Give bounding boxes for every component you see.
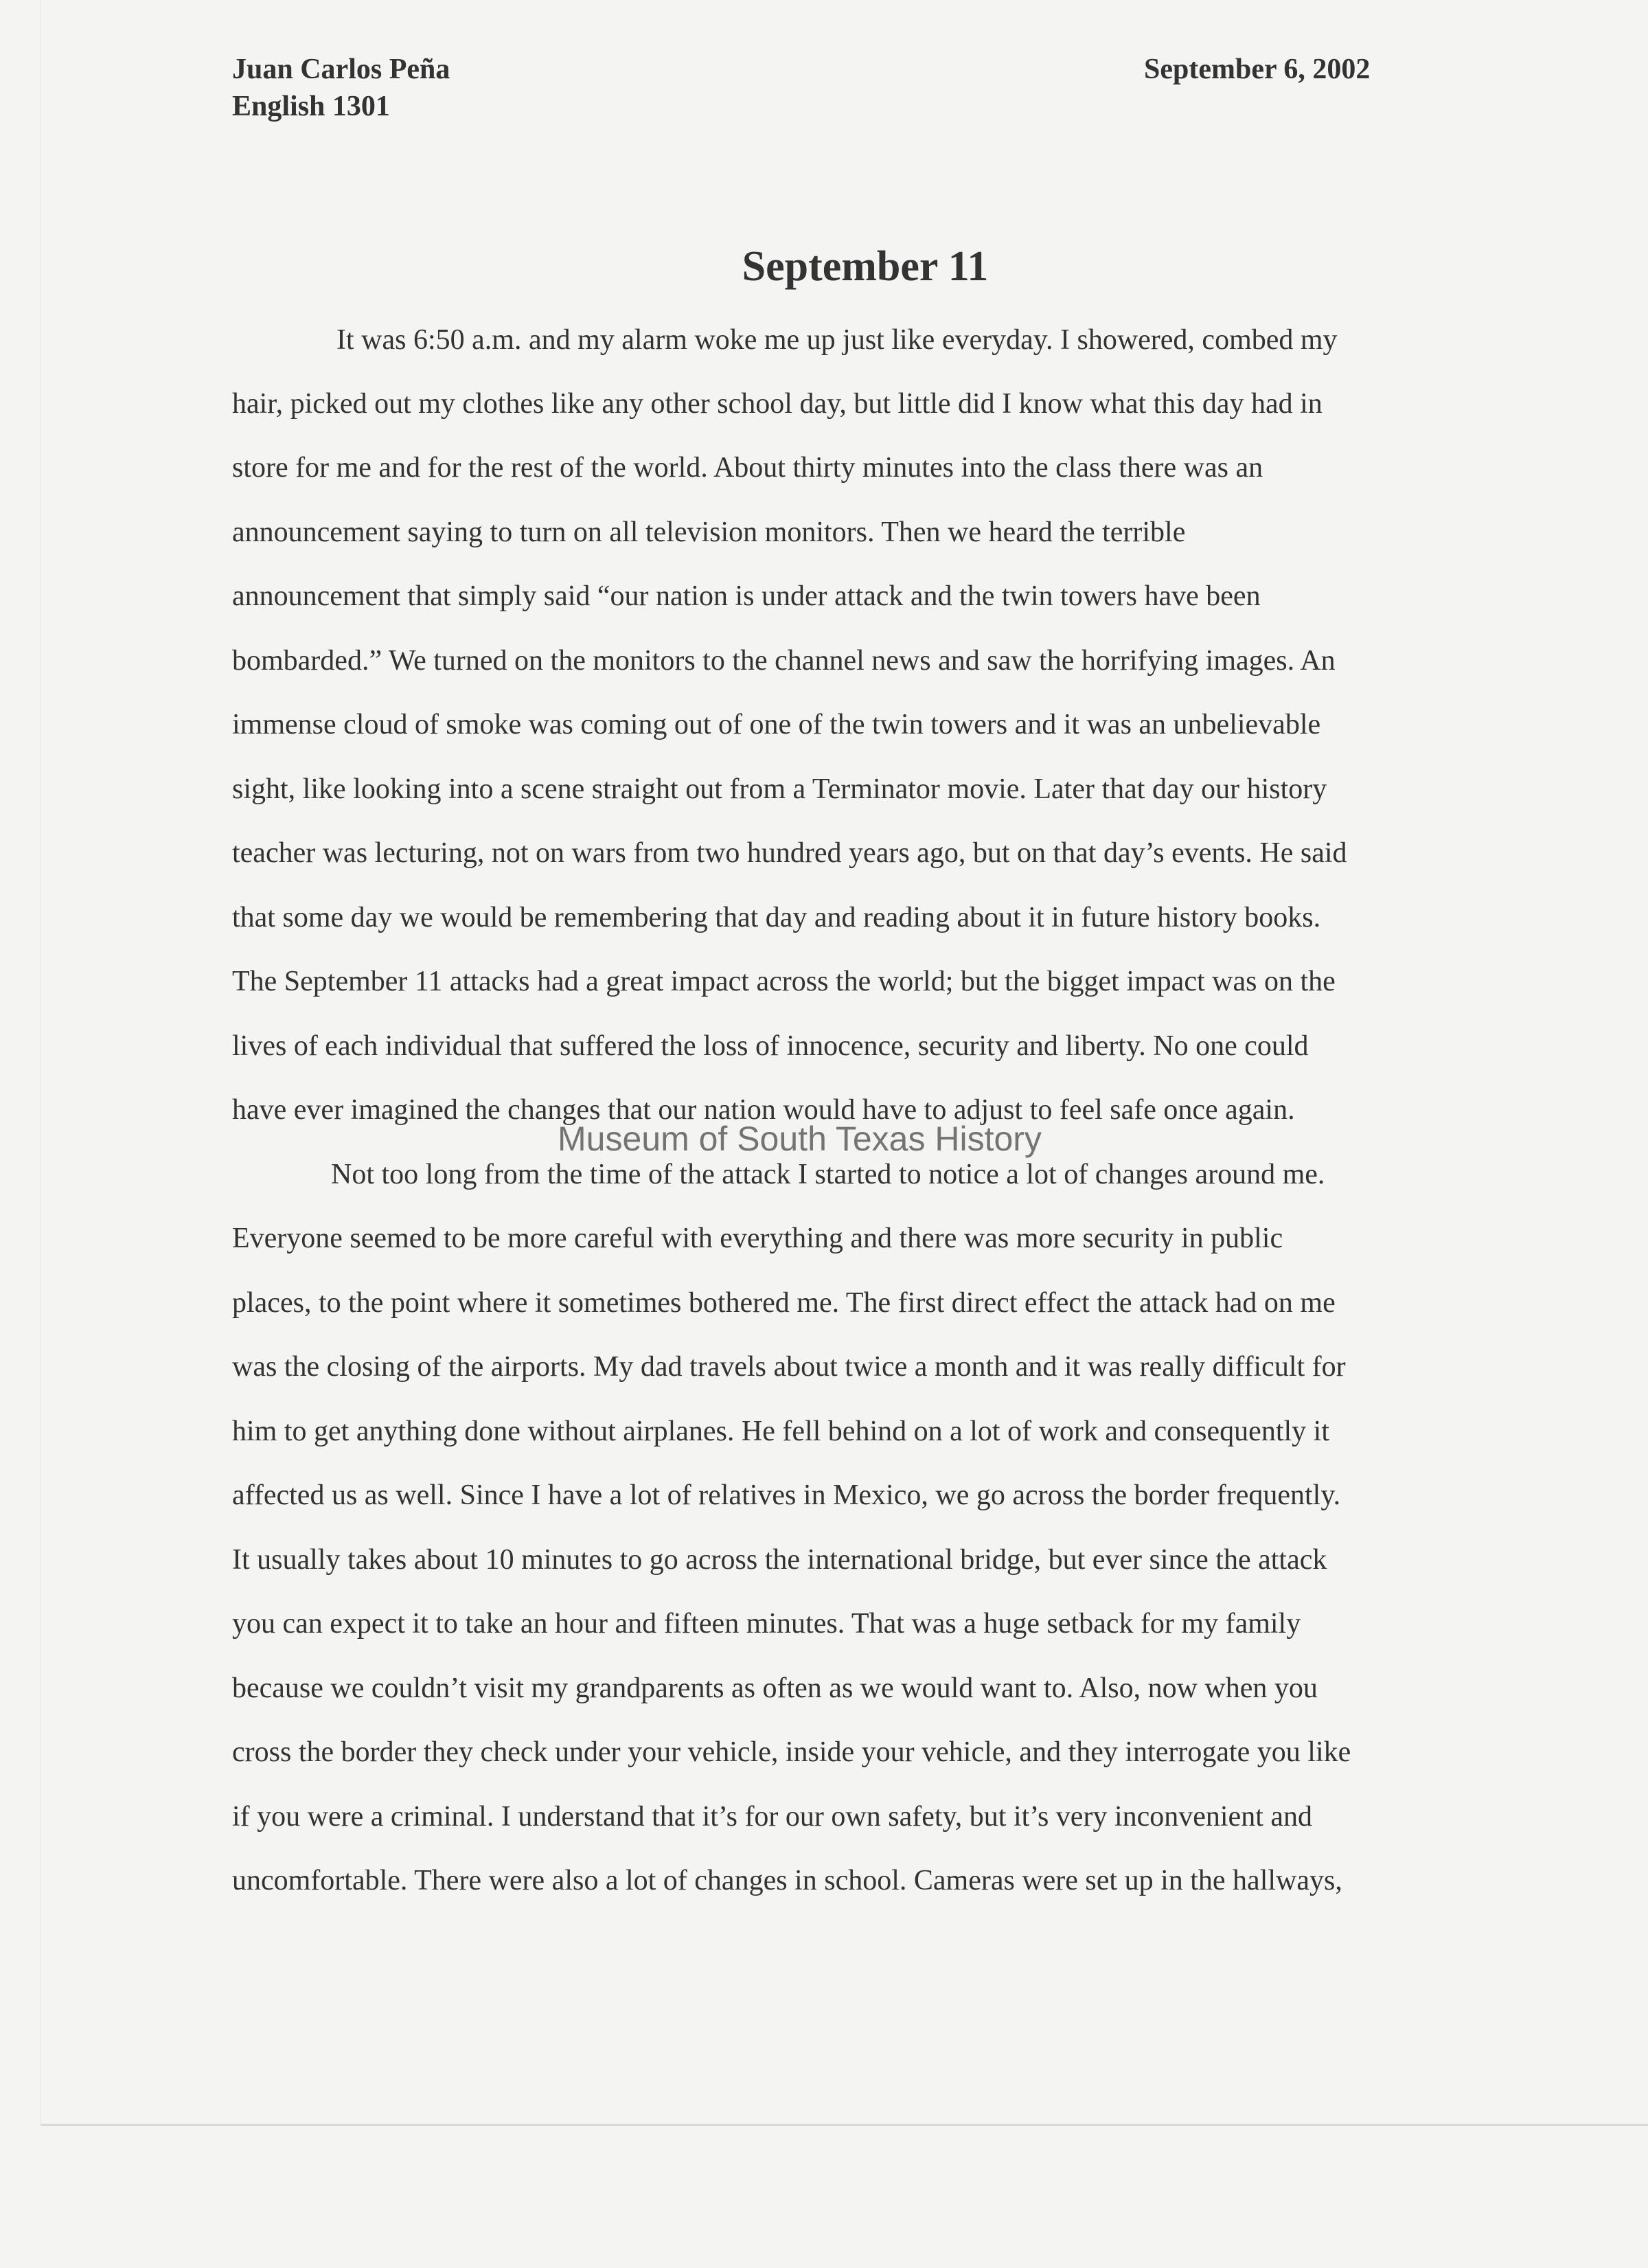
- author-name: Juan Carlos Peña: [232, 54, 450, 85]
- course-name: English 1301: [232, 91, 390, 122]
- museum-watermark: Museum of South Texas History: [558, 1120, 1042, 1158]
- text-line: announcement saying to turn on all television monitors. Then we heard the terrible: [232, 517, 1186, 548]
- text-line: Not too long from the time of the attack I started to notice a lot of changes around me.: [331, 1159, 1325, 1190]
- text-line: sight, like looking into a scene straight out from a Terminator movie. Later that day our history: [232, 773, 1327, 805]
- text-line: have ever imagined the changes that our nation would have to adjust to feel safe once again.: [232, 1094, 1295, 1126]
- text-line: uncomfortable. There were also a lot of changes in school. Cameras were set up in the hallways,: [232, 1865, 1342, 1896]
- text-line: immense cloud of smoke was coming out of one of the twin towers and it was an unbelievable: [232, 709, 1321, 740]
- text-line: him to get anything done without airplanes. He fell behind on a lot of work and consequently it: [232, 1416, 1329, 1447]
- text-line: was the closing of the airports. My dad travels about twice a month and it was really difficult for: [232, 1351, 1346, 1383]
- author-block: [232, 51, 450, 125]
- text-line: announcement that simply said “our nation is under attack and the twin towers have been: [232, 580, 1261, 612]
- text-line: It was 6:50 a.m. and my alarm woke me up just like everyday. I showered, combed my: [336, 324, 1338, 356]
- text-line: lives of each individual that suffered the loss of innocence, security and liberty. No one could: [232, 1030, 1309, 1062]
- text-line: Everyone seemed to be more careful with everything and there was more security in public: [232, 1223, 1283, 1254]
- paper-left-edge: [40, 0, 41, 2126]
- essay-date: September 6, 2002: [1144, 54, 1371, 85]
- text-line: because we couldn’t visit my grandparents as often as we would want to. Also, now when you: [232, 1672, 1318, 1704]
- text-line: cross the border they check under your vehicle, inside your vehicle, and they interrogate you like: [232, 1736, 1351, 1768]
- text-line: affected us as well. Since I have a lot of relatives in Mexico, we go across the border frequently.: [232, 1479, 1341, 1511]
- text-line: The September 11 attacks had a great impact across the world; but the bigget impact was on the: [232, 966, 1336, 997]
- text-line: places, to the point where it sometimes bothered me. The first direct effect the attack had on me: [232, 1287, 1336, 1319]
- text-line: you can expect it to take an hour and fifteen minutes. That was a huge setback for my family: [232, 1608, 1301, 1640]
- text-line: if you were a criminal. I understand that it’s for our own safety, but it’s very inconvenient and: [232, 1801, 1313, 1833]
- text-line: hair, picked out my clothes like any other school day, but little did I know what this day had in: [232, 388, 1323, 420]
- essay-title: September 11: [742, 243, 989, 290]
- text-line: that some day we would be remembering that day and reading about it in future history books.: [232, 902, 1321, 933]
- text-line: bombarded.” We turned on the monitors to the channel news and saw the horrifying images. An: [232, 645, 1336, 677]
- paper-bottom-edge: [41, 2124, 1648, 2126]
- text-line: It usually takes about 10 minutes to go across the international bridge, but ever since the attack: [232, 1544, 1327, 1576]
- text-line: store for me and for the rest of the world. About thirty minutes into the class there was an: [232, 452, 1263, 484]
- text-line: teacher was lecturing, not on wars from two hundred years ago, but on that day’s events. He said: [232, 837, 1347, 869]
